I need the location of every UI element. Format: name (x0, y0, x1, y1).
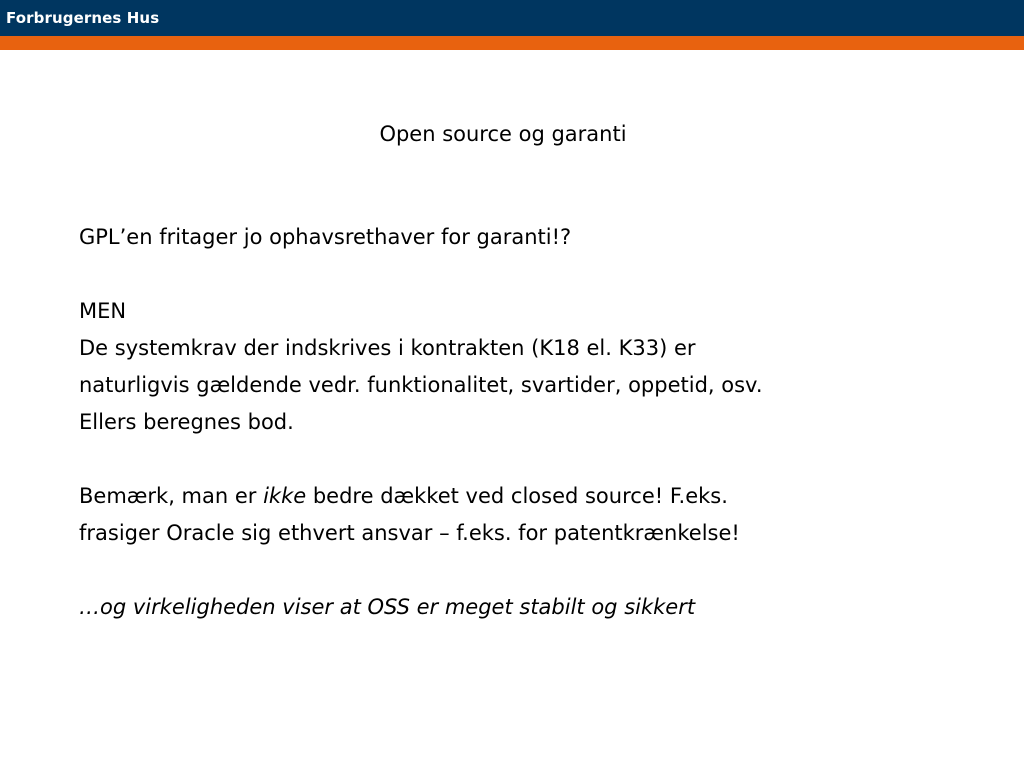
bemaerk-emphasis: ikke (263, 484, 307, 508)
bemaerk-text-before: Bemærk, man er (79, 484, 264, 508)
paragraph-systemkrav-line-1: De systemkrav der indskrives i kontrakten (K18 el. K33) er (79, 336, 696, 360)
spacer (79, 256, 979, 293)
slide-body (79, 219, 979, 626)
header-bar (0, 0, 1024, 36)
brand-logo: Forbrugernes Hus (6, 9, 160, 27)
paragraph-conclusion: …og virkeligheden viser at OSS er meget stabilt og sikkert (79, 595, 696, 619)
spacer (79, 552, 979, 589)
paragraph-men-heading: MEN (79, 299, 127, 323)
paragraph-gpl: GPL’en fritager jo ophavsrethaver for garanti!? (79, 225, 572, 249)
slide-title: Open source og garanti (379, 122, 627, 146)
paragraph-bemaerk-line-1 (79, 478, 979, 515)
paragraph-bemaerk-line-2: frasiger Oracle sig ethvert ansvar – f.eks. for patentkrænkelse! (79, 521, 740, 545)
paragraph-systemkrav-line-3: Ellers beregnes bod. (79, 410, 294, 434)
paragraph-systemkrav-line-2: naturligvis gældende vedr. funktionalitet, svartider, oppetid, osv. (79, 373, 763, 397)
bemaerk-text-after: bedre dækket ved closed source! F.eks. (306, 484, 728, 508)
spacer (79, 441, 979, 478)
accent-bar (0, 36, 1024, 50)
